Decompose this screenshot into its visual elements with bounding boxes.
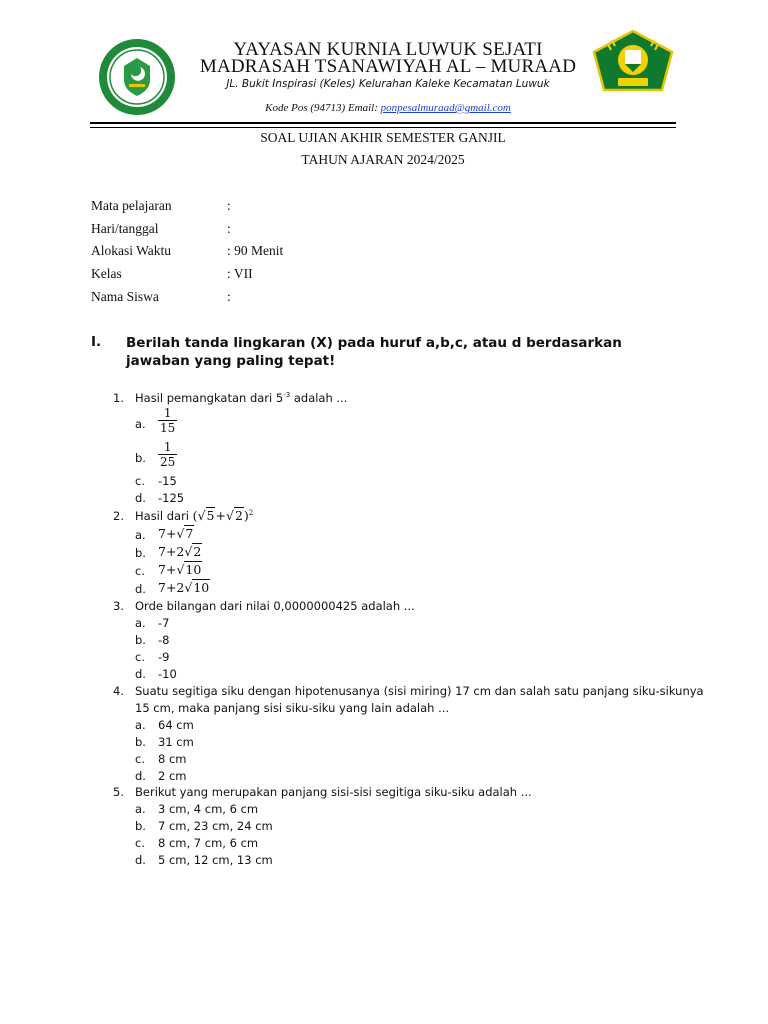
email-link[interactable]: ponpesalmuraad@gmail.com — [380, 102, 511, 114]
question-text-part: Hasil pemangkatan dari 5 — [135, 391, 284, 405]
option-letter: d. — [135, 667, 146, 681]
section-number: I. — [91, 334, 102, 350]
question-text — [135, 391, 347, 405]
info-label-subject: Mata pelajaran — [91, 198, 172, 213]
question-number: 2. — [113, 509, 124, 523]
option-letter: a. — [135, 718, 146, 732]
option-math: 7+√10 — [158, 562, 202, 577]
option-letter: c. — [135, 752, 145, 766]
option-math: 7+2√10 — [158, 580, 210, 595]
question-number: 4. — [113, 684, 124, 698]
info-value-date: : — [227, 221, 231, 236]
option-math: 7+2√2 — [158, 544, 202, 559]
question-text: Berikut yang merupakan panjang sisi-sisi segitiga siku-siku adalah ... — [135, 785, 532, 799]
info-value-student-name: : — [227, 289, 231, 304]
option-letter: b. — [135, 819, 146, 833]
radicand: 7 — [185, 526, 194, 541]
option-coefficient: 7+2 — [158, 580, 185, 595]
option-math: 7+√7 — [158, 526, 194, 541]
option-fraction — [158, 406, 177, 435]
option-text: -7 — [158, 616, 170, 630]
fraction-denominator: 15 — [160, 421, 176, 435]
school-name: MADRASAH TSANAWIYAH AL – MURAAD — [199, 56, 577, 77]
option-text: -15 — [158, 474, 177, 488]
option-text: -125 — [158, 491, 185, 505]
option-fraction — [158, 440, 177, 469]
option-letter: b. — [135, 546, 146, 560]
option-text: -8 — [158, 633, 170, 647]
option-letter: d. — [135, 491, 146, 505]
option-coefficient: 7+ — [158, 526, 177, 541]
radicand: 5 — [206, 508, 215, 523]
question-number: 5. — [113, 785, 124, 799]
option-coefficient: 7+ — [158, 562, 177, 577]
option-text: 5 cm, 12 cm, 13 cm — [158, 853, 273, 867]
exponent: 2 — [248, 508, 254, 517]
option-letter: d. — [135, 582, 146, 596]
option-text: 31 cm — [158, 735, 194, 749]
option-letter: b. — [135, 451, 146, 465]
question-number: 1. — [113, 391, 124, 405]
option-letter: c. — [135, 836, 145, 850]
option-coefficient: 7+2 — [158, 544, 185, 559]
postal-code-label: Kode Pos (94713) Email: — [265, 102, 381, 114]
info-value-duration: : 90 Menit — [227, 243, 284, 258]
option-letter: d. — [135, 853, 146, 867]
question-text-line: Suatu segitiga siku dengan hipotenusanya (sisi miring) 17 cm dan salah satu panjang siku-sikunya — [135, 684, 704, 698]
option-text: 8 cm — [158, 752, 187, 766]
info-label-student-name: Nama Siswa — [91, 289, 159, 304]
option-text: 3 cm, 4 cm, 6 cm — [158, 802, 259, 816]
option-letter: d. — [135, 769, 146, 783]
question-text: Orde bilangan dari nilai 0,0000000425 adalah ... — [135, 599, 415, 613]
radicand: 2 — [234, 508, 243, 523]
option-text: 64 cm — [158, 718, 194, 732]
math-expression: $(√5+√2)^2$ — [192, 508, 254, 523]
postal-email-line — [190, 102, 586, 114]
fraction-denominator: 25 — [160, 455, 176, 469]
kemenag-logo — [592, 30, 674, 100]
question-text-part: adalah ... — [290, 391, 348, 405]
radicand: 2 — [193, 544, 202, 559]
option-text: -9 — [158, 650, 170, 664]
exam-title: SOAL UJIAN AKHIR SEMESTER GANJIL — [260, 130, 506, 145]
question-number: 3. — [113, 599, 124, 613]
option-text: -10 — [158, 667, 177, 681]
fraction-numerator: 1 — [163, 440, 172, 454]
option-letter: c. — [135, 474, 145, 488]
question-text-part: Hasil dari — [135, 509, 190, 523]
school-address: JL. Bukit Inspirasi (Keles) Kelurahan Kaleke Kecamatan Luwuk — [226, 78, 550, 90]
option-letter: a. — [135, 802, 146, 816]
option-letter: a. — [135, 528, 146, 542]
academic-year: TAHUN AJARAN 2024/2025 — [301, 152, 465, 167]
info-label-class: Kelas — [91, 266, 122, 281]
option-text: 7 cm, 23 cm, 24 cm — [158, 819, 273, 833]
header-divider-thick — [90, 122, 676, 124]
section-instruction: Berilah tanda lingkaran (X) pada huruf a,b,c, atau d berdasarkan jawaban yang paling tepat! — [126, 335, 622, 369]
info-value-class: : VII — [227, 266, 253, 281]
fraction-numerator: 1 — [163, 406, 172, 420]
option-letter: a. — [135, 417, 146, 431]
option-letter: a. — [135, 616, 146, 630]
option-text: 2 cm — [158, 769, 187, 783]
info-label-duration: Alokasi Waktu — [91, 243, 172, 258]
header-divider-thin — [90, 127, 676, 128]
exponent: -3 — [283, 391, 291, 400]
question-text — [135, 508, 253, 523]
option-letter: c. — [135, 650, 145, 664]
question-text-line: 15 cm, maka panjang sisi siku-siku yang lain adalah ... — [135, 701, 450, 715]
plus-sign: + — [215, 508, 226, 523]
radicand: 10 — [193, 580, 210, 595]
option-letter: b. — [135, 633, 146, 647]
option-letter: c. — [135, 564, 145, 578]
info-label-date: Hari/tanggal — [91, 221, 159, 236]
madrasah-logo — [98, 38, 176, 116]
foundation-name: YAYASAN KURNIA LUWUK SEJATI — [233, 39, 543, 60]
radicand: 10 — [185, 562, 202, 577]
info-value-subject: : — [227, 198, 231, 213]
option-letter: b. — [135, 735, 146, 749]
option-text: 8 cm, 7 cm, 6 cm — [158, 836, 259, 850]
